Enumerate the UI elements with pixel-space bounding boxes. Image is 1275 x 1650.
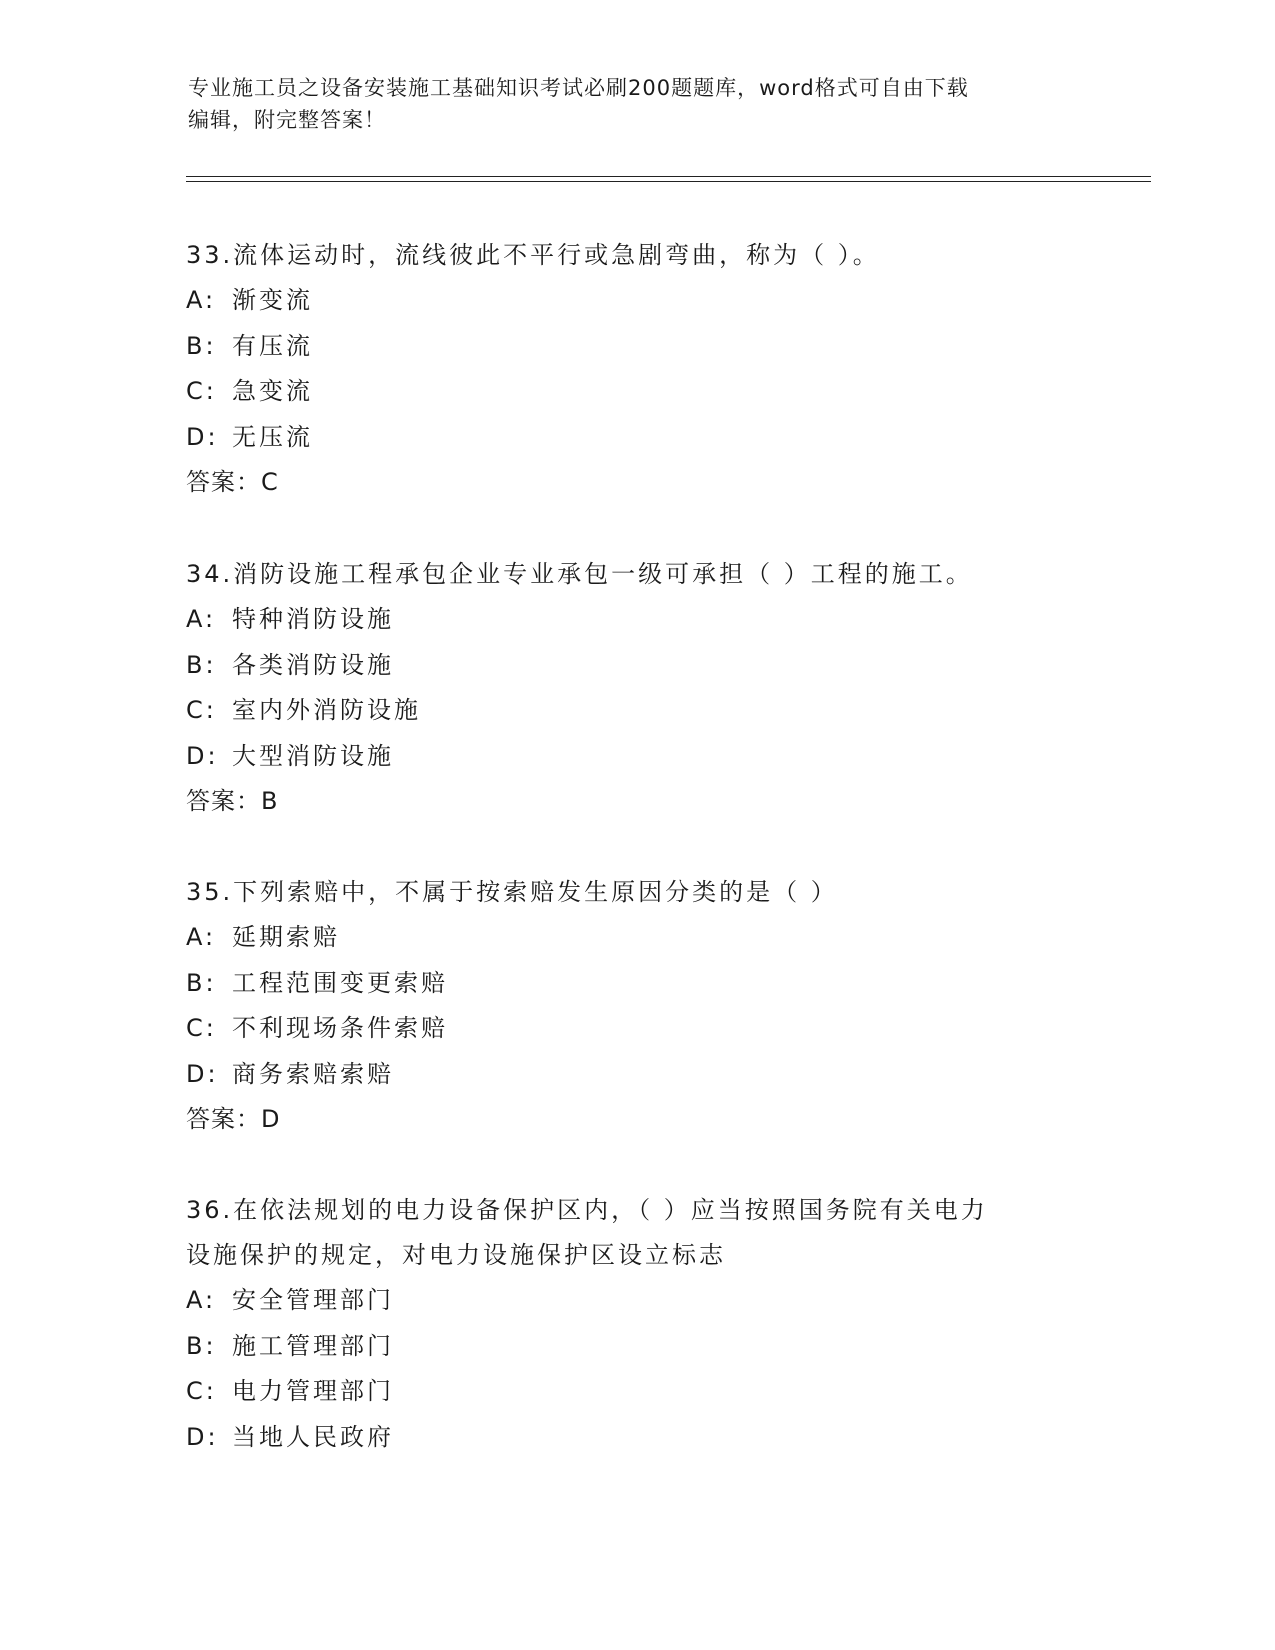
option-key: B:	[186, 1331, 217, 1360]
question-text	[186, 870, 1086, 915]
question-stem-line-2: 设施保护的规定，对电力设施保护区设立标志	[186, 1241, 726, 1269]
option-text: 不利现场条件索赔	[232, 1014, 448, 1042]
option-c	[186, 1006, 1086, 1052]
option-a	[186, 597, 1086, 643]
question-number: 34.	[186, 560, 234, 588]
option-a	[186, 278, 1086, 324]
option-text: 当地人民政府	[232, 1422, 394, 1451]
option-key: A:	[186, 605, 217, 633]
question-text	[186, 233, 1086, 278]
option-d	[186, 1052, 1086, 1098]
header-line-2: 编辑，附完整答案！	[188, 108, 386, 132]
option-key: A:	[186, 286, 217, 314]
option-key: D:	[186, 741, 219, 770]
option-text: 商务索赔索赔	[232, 1059, 394, 1088]
header-divider-bottom	[186, 181, 1151, 182]
option-text: 大型消防设施	[232, 741, 394, 770]
question-stem: 流体运动时，流线彼此不平行或急剧弯曲，称为（ ）。	[233, 241, 880, 269]
option-c	[186, 369, 1086, 415]
question-33	[186, 233, 1086, 504]
option-a	[186, 915, 1086, 961]
question-stem: 消防设施工程承包企业专业承包一级可承担（ ）工程的施工。	[233, 560, 973, 588]
option-key: D:	[186, 1059, 219, 1088]
question-text	[186, 552, 1086, 597]
header-divider-top	[186, 176, 1151, 177]
option-a	[186, 1278, 1086, 1324]
option-text: 特种消防设施	[232, 605, 394, 633]
option-d	[186, 734, 1086, 780]
option-key: A:	[186, 923, 217, 951]
option-text: 施工管理部门	[232, 1331, 394, 1360]
document-header	[188, 72, 1068, 136]
option-text: 延期索赔	[232, 923, 340, 951]
option-key: C:	[186, 377, 217, 405]
option-text: 电力管理部门	[232, 1377, 394, 1405]
option-d	[186, 1415, 1086, 1461]
question-36	[186, 1188, 1086, 1460]
answer-line: 答案：C	[186, 468, 279, 496]
option-text: 无压流	[232, 422, 313, 451]
option-text: 室内外消防设施	[232, 696, 421, 724]
option-text: 急变流	[232, 377, 313, 405]
option-key: D:	[186, 1422, 219, 1451]
question-number: 35.	[186, 878, 234, 906]
answer-line: 答案：B	[186, 787, 279, 815]
option-c	[186, 1369, 1086, 1415]
question-number: 33.	[186, 241, 234, 269]
option-b	[186, 961, 1086, 1007]
option-d	[186, 415, 1086, 461]
header-line-1: 专业施工员之设备安装施工基础知识考试必刷200题题库，word格式可自由下载	[188, 76, 969, 100]
option-text: 渐变流	[232, 286, 313, 314]
option-key: B:	[186, 331, 217, 360]
question-35	[186, 870, 1086, 1141]
option-key: B:	[186, 968, 217, 997]
option-c	[186, 688, 1086, 734]
question-text	[186, 1188, 1086, 1233]
option-text: 各类消防设施	[232, 650, 394, 679]
answer-line: 答案：D	[186, 1105, 281, 1133]
option-key: D:	[186, 422, 219, 451]
option-key: A:	[186, 1286, 217, 1314]
option-key: B:	[186, 650, 217, 679]
option-b	[186, 1324, 1086, 1370]
option-text: 工程范围变更索赔	[232, 968, 448, 997]
option-text: 有压流	[232, 331, 313, 360]
question-34	[186, 552, 1086, 823]
question-stem: 下列索赔中，不属于按索赔发生原因分类的是（ ）	[233, 878, 838, 906]
question-stem-line-1: 在依法规划的电力设备保护区内，（ ）应当按照国务院有关电力	[233, 1196, 988, 1224]
option-key: C:	[186, 696, 217, 724]
option-text: 安全管理部门	[232, 1286, 394, 1314]
question-number: 36.	[186, 1196, 234, 1224]
option-b	[186, 324, 1086, 370]
option-key: C:	[186, 1377, 217, 1405]
option-key: C:	[186, 1014, 217, 1042]
option-b	[186, 643, 1086, 689]
